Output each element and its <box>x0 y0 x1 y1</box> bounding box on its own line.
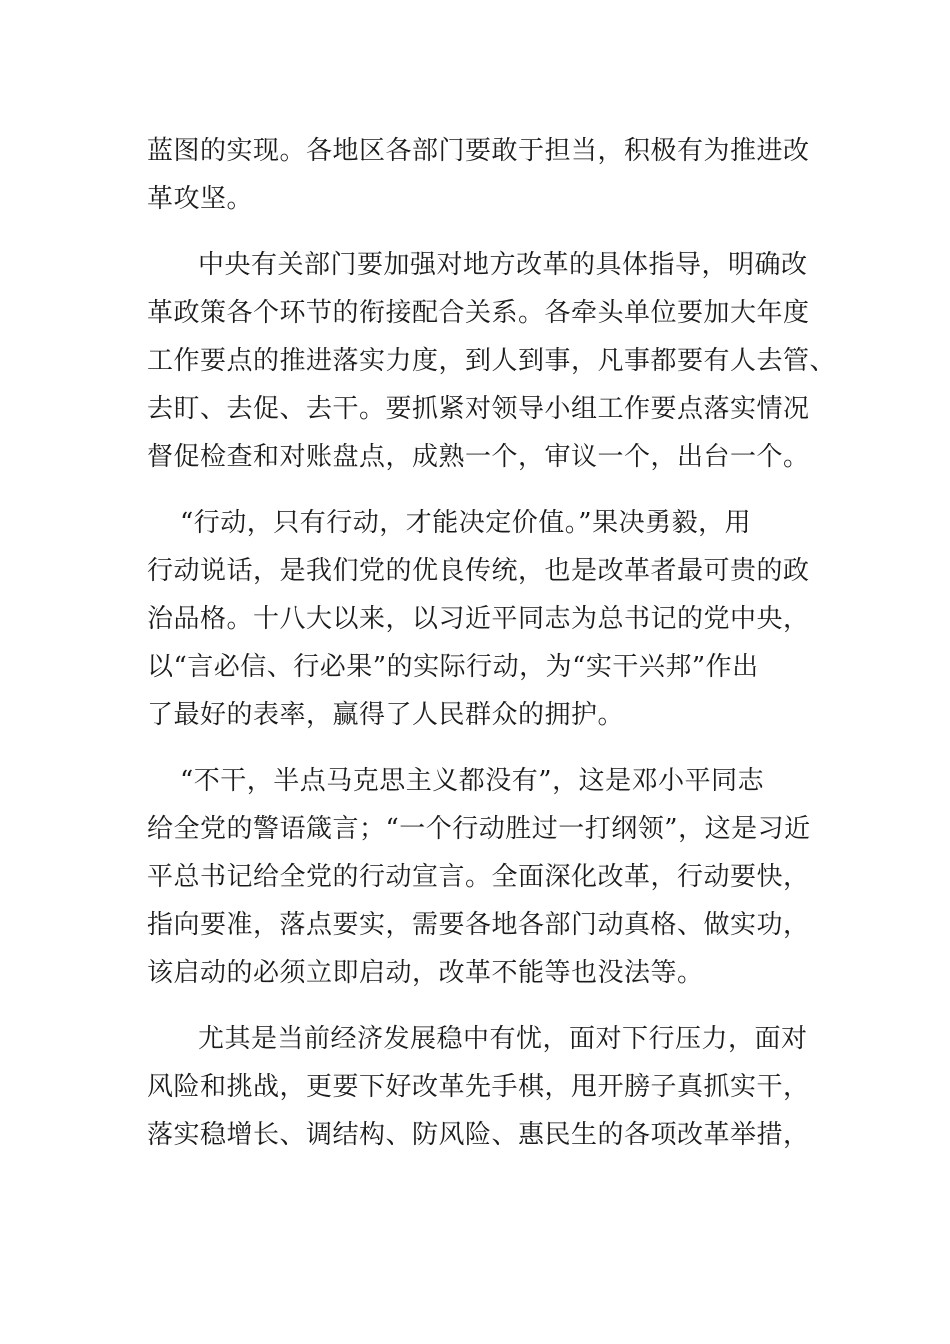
paragraph-4-line-4: 指向要准，落点要实，需要各地各部门动真格、做实功， <box>147 910 810 940</box>
paragraph-4-line-1: “不干，半点马克思主义都没有”，这是邓小平同志 <box>180 766 765 796</box>
paragraph-4-line-2: 给全党的警语箴言；“一个行动胜过一打纲领”，这是习近 <box>147 814 811 844</box>
paragraph-2-line-5: 督促检查和对账盘点，成熟一个，审议一个，出台一个。 <box>147 442 810 472</box>
paragraph-5-line-1: 尤其是当前经济发展稳中有忧，面对下行压力，面对 <box>198 1024 808 1054</box>
paragraph-5-line-3: 落实稳增长、调结构、防风险、惠民生的各项改革举措， <box>147 1120 810 1150</box>
paragraph-5-line-2: 风险和挑战，更要下好改革先手棋，甩开膀子真抓实干， <box>147 1072 810 1102</box>
paragraph-2-line-1: 中央有关部门要加强对地方改革的具体指导，明确改 <box>198 250 808 280</box>
paragraph-2-line-3: 工作要点的推进落实力度，到人到事，凡事都要有人去管、 <box>147 346 837 376</box>
paragraph-2-line-2: 革政策各个环节的衔接配合关系。各牵头单位要加大年度 <box>147 298 810 328</box>
paragraph-3-line-4: 以“言必信、行必果”的实际行动，为“实干兴邦”作出 <box>147 652 759 682</box>
paragraph-3-line-5: 了最好的表率，赢得了人民群众的拥护。 <box>147 700 625 730</box>
paragraph-4-line-3: 平总书记给全党的行动宣言。全面深化改革，行动要快， <box>147 862 810 892</box>
paragraph-3-line-1: “行动，只有行动，才能决定价值。”果决勇毅，用 <box>180 508 752 538</box>
paragraph-3-line-3: 治品格。十八大以来，以习近平同志为总书记的党中央， <box>147 604 810 634</box>
paragraph-2-line-4: 去盯、去促、去干。要抓紧对领导小组工作要点落实情况 <box>147 394 810 424</box>
paragraph-4-line-5: 该启动的必须立即启动，改革不能等也没法等。 <box>147 958 704 988</box>
paragraph-3-line-2: 行动说话，是我们党的优良传统，也是改革者最可贵的政 <box>147 556 810 586</box>
paragraph-1-line-2: 革攻坚。 <box>147 184 254 214</box>
paragraph-1-line-1: 蓝图的实现。各地区各部门要敢于担当，积极有为推进改 <box>147 136 810 166</box>
